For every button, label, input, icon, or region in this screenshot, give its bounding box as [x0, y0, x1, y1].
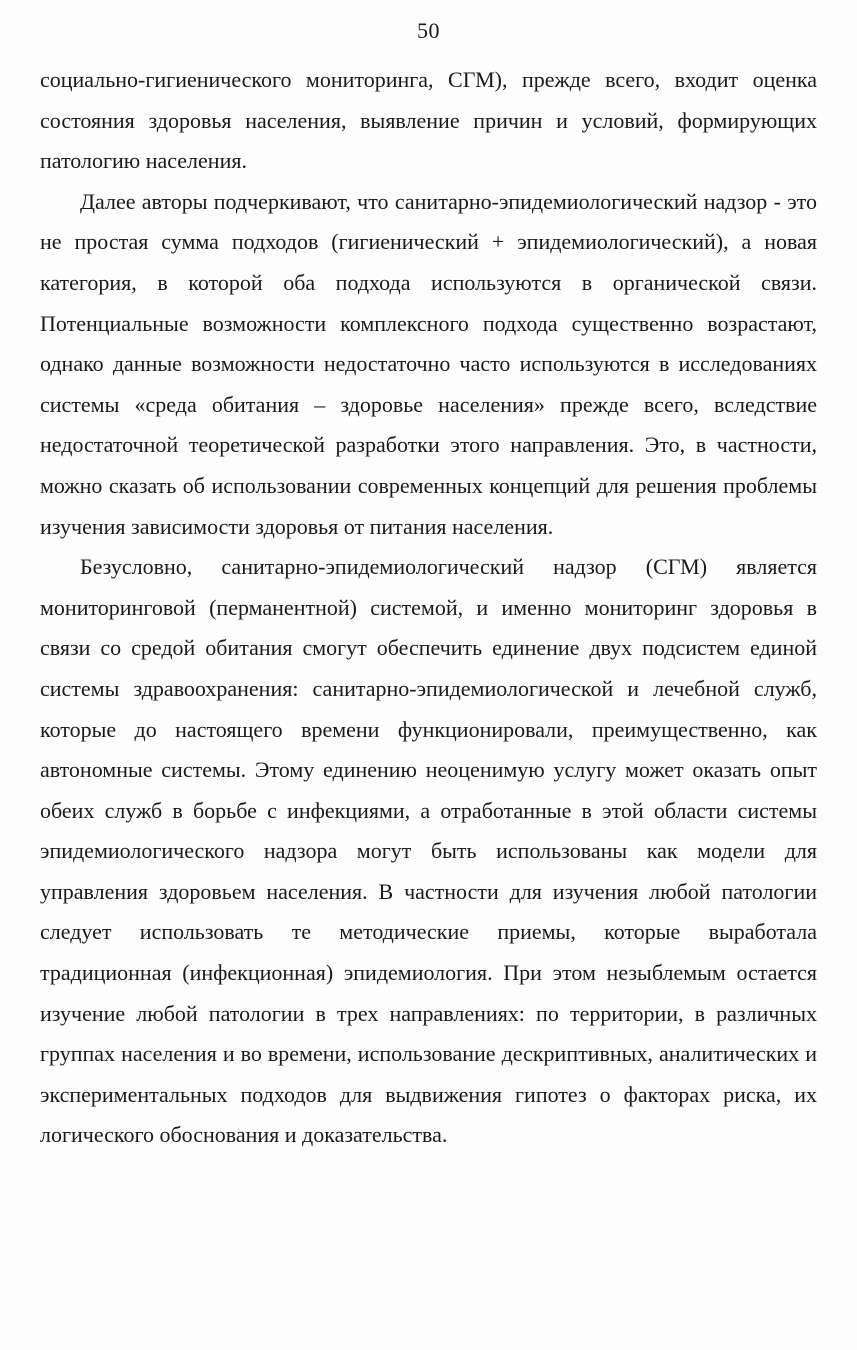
paragraph-2: Далее авторы подчеркивают, что санитарно-эпидемиологический надзор - это не простая сумма подходов (гигиенический + эпидемиологический), а новая категория, в которой оба подхода используются в органической связи. Потенциальные возможности комплексного подхода существенно возрастают, однако данные возможности недостаточно часто используются в исследованиях системы «среда обитания – здоровье населения» прежде всего, вследствие недостаточной теоретической разработки этого направления. Это, в частности, можно сказать об использовании современных концепций для решения проблемы изучения зависимости здоровья от питания населения. [40, 188, 817, 539]
paragraph-3: Безусловно, санитарно-эпидемиологический надзор (СГМ) является мониторинговой (перманентной) системой, и именно мониторинг здоровья в связи со средой обитания смогут обеспечить единение двух подсистем единой системы здравоохранения: санитарно-эпидемиологической и лечебной служб, которые до настоящего времени функционировали, преимущественно, как автономные системы. Этому единению неоценимую услугу может оказать опыт обеих служб в борьбе с инфекциями, а отработанные в этой области системы эпидемиологического надзора могут быть использованы как модели для управления здоровьем населения. В частности для изучения любой патологии следует использовать те методические приемы, которые выработала традиционная (инфекционная) эпидемиология. При этом незыблемым остается изучение любой патологии в трех направлениях: по территории, в различных группах населения и во времени, использование дескриптивных, аналитических и экспериментальных подходов для выдвижения гипотез о факторах риска, их логического обоснования и доказательства. [40, 554, 817, 1148]
body-text [40, 60, 817, 1156]
paragraph-continuation: социально-гигиенического мониторинга, СГМ), прежде всего, входит оценка состояния здоровья населения, выявление причин и условий, формирующих патологию населения. [40, 67, 817, 174]
page-number: 50 [417, 18, 440, 43]
